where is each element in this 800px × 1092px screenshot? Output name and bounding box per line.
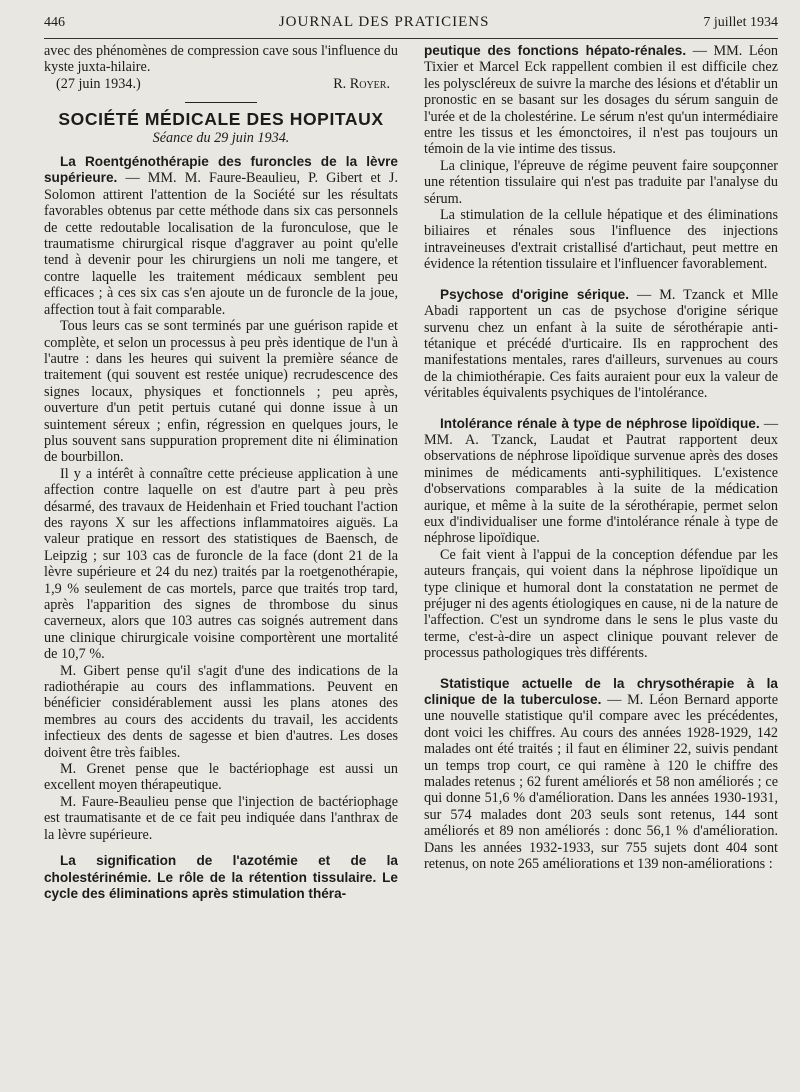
article-title: La Roentgénothérapie des furoncles de la lèvre supérieure.: [44, 154, 398, 186]
left-column: [44, 43, 398, 902]
article-intro: [424, 676, 778, 873]
paragraph: Tous leurs cas se sont terminés par une guérison rapide et complète, et selon un processus à peu près identique de l'un à l'autre : dans les heures qui suivent la première séance de traitement (qui souvent est restée unique) recrudescence des signes locaux, physiques et fonctionnels ; peu après, ouverture d'un petit pertuis cutané qui donne issue à un suintement séreux ; enfin, régression en quelques jours, le plus souvent sans suppuration proprement dite ni élimination de bourbillon.: [44, 318, 398, 466]
paragraph: avec des phénomènes de compression cave sous l'influence du kyste juxta-hilaire.: [44, 43, 398, 76]
journal-title: JOURNAL DES PRATICIENS: [278, 14, 490, 30]
page-number: 446: [44, 15, 65, 30]
section-divider: [185, 102, 257, 103]
article-intro: [44, 154, 398, 318]
article-title: Intolérance rénale à type de néphrose lipoïdique.: [440, 415, 760, 431]
article-title: Psychose d'origine sérique.: [440, 286, 629, 302]
paragraph: M. Grenet pense que le bactériophage est aussi un excellent moyen thérapeutique.: [44, 761, 398, 794]
issue-date: 7 juillet 1934: [703, 15, 778, 30]
article-title-continued: peutique des fonctions hépato-rénales.: [424, 43, 687, 58]
article-intro: [424, 287, 778, 402]
paragraph: Il y a intérêt à connaître cette précieuse application à une affection contre laquelle on est d'autre part à peu près désarmé, des travaux de Heidenhain et Fried touchant l'action des rayons X sur les affections inflammatoires aiguës. La valeur pratique en ressort des statistiques de Baensch, de Leipzig ; sur 103 cas de furoncle de la face (dont 21 de la lèvre supérieure et 24 du nez) traités par la roetgenothérapie, 1,9 % seulement de cas mortels, parce que traités trop tard, après l'apparition des signes de thrombose du sinus caverneux, alors que 103 autres cas soignés autrement dans une clinique chirurgicale voisine comportèrent une mortalité de 10,7 %.: [44, 465, 398, 663]
article-continuation: [424, 43, 778, 158]
paragraph: Ce fait vient à l'appui de la conception défendue par les auteurs français, qui voient dans la néphrose lipoïdique un type clinique et humoral dont la constatation ne permet de préjuger ni des agents étiologiques en cause, ni de la nature de l'affection. C'est un syndrome dans le sens le plus vaste du terme, c'est-à-dire un aspect clinique pouvant relever de processus pathologiques très différents.: [424, 546, 778, 662]
article-text: — M. Léon Bernard apporte une nouvelle statistique qu'il compare avec les précédentes, dont voici les chiffres. Au cours des années 1928-1929, 142 malades ont été traités ; il faut en éliminer 22, suivis pendant un temps trop court, ce qui ramène à 120 le chiffre des malades retenus ; 62 furent améliorés et 58 non améliorés ; ce qui donne 51,6 % d'amélioration. Dans les années 1930-1931, sur 574 malades dont 203 seuls sont retenus, 144 sont améliorés et 89 non améliorés : donc 56,1 % d'amélioration. Dans les années 1932-1933, sur 755 sujets dont 404 sont retenus, on note 265 améliorations et 139 non-améliorations :: [424, 692, 779, 873]
session-date: Séance du 29 juin 1934.: [152, 129, 290, 146]
section-heading: SOCIÉTÉ MÉDICALE DES HOPITAUX: [58, 109, 384, 130]
article-title: Statistique actuelle de la chrysothérapie à la clinique de la tuberculose.: [424, 675, 778, 708]
right-column: [424, 43, 778, 902]
article-text: — MM. M. Faure-Beaulieu, P. Gibert et J. Solomon attirent l'attention de la Société sur les résultats favorables obtenus par cette méthode dans six cas personnels de cette redoutable localisation de la furonculose, que le traumatisme chirurgical risque d'aggraver au point qu'elle tend à devenir pour les chirurgiens un noli me tangere, et contre laquelle les traitement médicaux semblent peu efficaces ; à ces six cas s'en ajoute un de furoncle de la joue, affection tout à fait comparable.: [44, 170, 399, 318]
article-intro: [424, 416, 778, 547]
article-text: — MM. A. Tzanck, Laudat et Pautrat rapportent deux observations de néphrose lipoïdique survenue après des doses minimes de médicaments anti-syphilitiques. L'existence d'observations comparables à la suite de la médication aurique, et même à la suite de la sérothérapie, permet selon eux d'individualiser une forme d'intolérance rénale à type de néphrose lipoïdique.: [424, 415, 779, 547]
signature-line: [44, 76, 398, 92]
signature-author: R. Royer.: [333, 75, 390, 92]
article-text: — MM. Léon Tixier et Marcel Eck rappellent combien il est difficile chez les polyscléreux de suivre la marche des lésions et d'établir un pronostic en se basant sur les dosages du sérum sanguin de l'urée et de la cholestérine. Le sérum n'est qu'un intermédiaire entre les tissus et les émonctoires, il n'est pas toujours un témoin de la vie intime des tissus.: [424, 43, 779, 158]
columns: [44, 43, 778, 902]
page-header: [44, 14, 778, 36]
signature-date: (27 juin 1934.): [56, 75, 141, 92]
article-title: La signification de l'azotémie et de la cholestérinémie. Le rôle de la rétention tissulaire. Le cycle des éliminations après stimulation théra-: [44, 853, 398, 901]
paragraph: M. Gibert pense qu'il s'agit d'une des indications de la radiothérapie au cours des inflammations. Peuvent en bénéficier considérablement aussi les plans atones des membres au cours des accidents du travail, les accidents infectieux des dents de sagesse et bien d'autres. Les doses doivent être très faibles.: [44, 662, 398, 761]
article-text: — M. Tzanck et Mlle Abadi rapportent un cas de psychose d'origine sérique survenu chez un enfant à la suite de sérothérapie anti-tétanique et précédé d'urticaire. Ils en rapprochent des manifestations mentales, rares d'ailleurs, survenues au cours de la chimiothérapie. Ces faits auraient pour eux la valeur de véritables équivalents psychiques de l'intolérance.: [424, 286, 779, 402]
article-intro: [44, 853, 398, 902]
paragraph: La clinique, l'épreuve de régime peuvent faire soupçonner une rétention tissulaire qui n'est pas traduite par l'analyse du sérum.: [424, 157, 778, 207]
header-rule: [44, 38, 778, 39]
paragraph: M. Faure-Beaulieu pense que l'injection de bactériophage est traumatisante et de ce fait peu indiquée dans l'anthrax de la lèvre supérieure.: [44, 793, 398, 843]
paragraph: La stimulation de la cellule hépatique et des éliminations biliaires et rénales sous l'influence des injections intraveineuses d'extrait cristallisé d'artichaut, peut mettre en évidence la rétention tissulaire et l'influencer favorablement.: [424, 207, 778, 273]
